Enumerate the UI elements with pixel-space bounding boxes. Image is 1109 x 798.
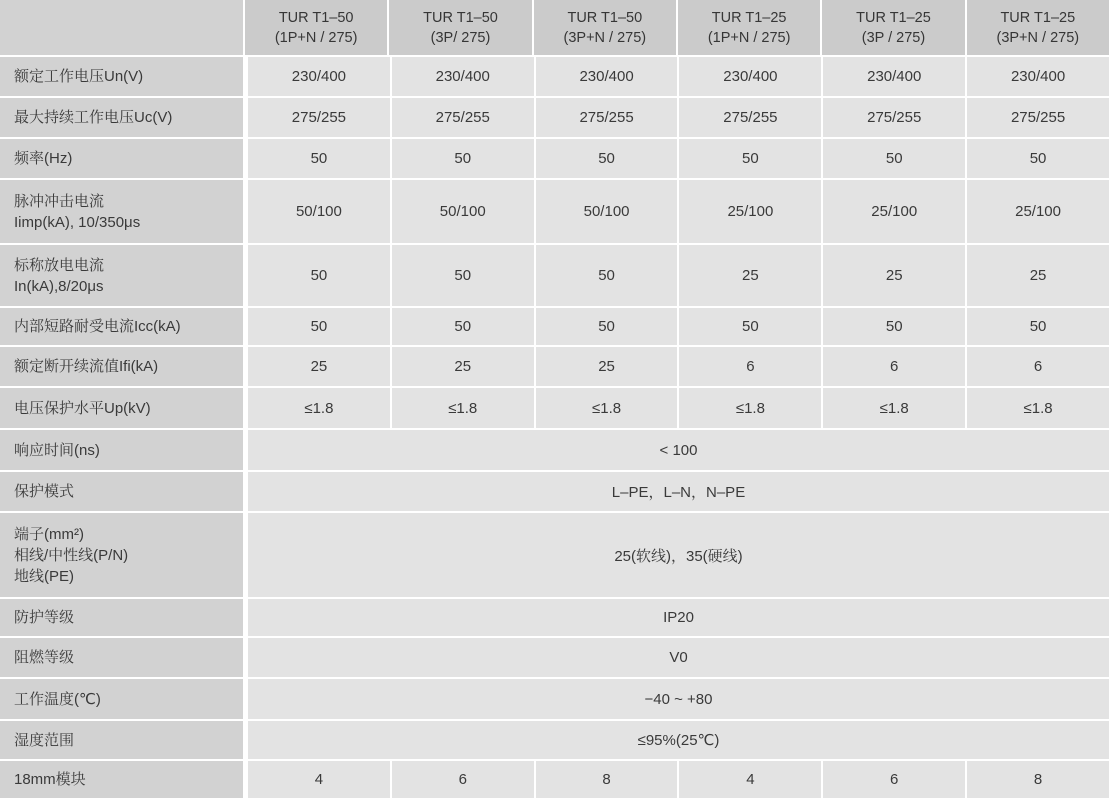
value-cell <box>392 139 534 178</box>
value-cell <box>536 347 678 386</box>
cell-value: 50 <box>454 267 472 284</box>
column-header-config: (1P+N / 275) <box>274 29 358 46</box>
row-label: 电压保护水平Up(kV) <box>14 399 151 417</box>
cell-value: ≤1.8 <box>735 399 765 417</box>
row-label-cell <box>0 679 243 719</box>
row-label: 内部短路耐受电流Icc(kA) <box>14 318 181 335</box>
cell-value: 50 <box>598 150 615 167</box>
column-header-model: TUR T1–50 <box>278 9 354 26</box>
table-row <box>0 721 1109 759</box>
value-cell <box>679 308 821 345</box>
value-cell <box>392 57 534 96</box>
value-cell <box>967 180 1109 243</box>
value-cell <box>536 180 678 243</box>
cell-value: 50 <box>310 318 328 335</box>
row-label-cell <box>0 599 243 636</box>
cell-value: 230/400 <box>579 68 634 85</box>
row-label: 频率(Hz) <box>14 150 73 167</box>
column-header <box>822 0 964 55</box>
table-row <box>0 347 1109 386</box>
span-value-cell <box>248 513 1109 597</box>
value-cell <box>679 57 821 96</box>
cell-value: 50/100 <box>439 203 486 220</box>
value-cell <box>536 57 678 96</box>
value-cell <box>679 761 821 798</box>
cell-value: ≤1.8 <box>304 399 334 417</box>
value-cell <box>248 347 390 386</box>
cell-value: 6 <box>746 358 755 375</box>
row-label-cell <box>0 347 243 386</box>
span-value-cell <box>248 679 1109 719</box>
table-row <box>0 139 1109 178</box>
cell-value: 25/100 <box>727 203 774 220</box>
table-row <box>0 98 1109 137</box>
cell-value: 50 <box>598 267 615 284</box>
cell-value: 275/255 <box>723 109 778 126</box>
cell-value: −40 ~ +80 <box>644 690 713 708</box>
cell-value: V0 <box>669 649 688 666</box>
cell-value: ≤95%(25℃) <box>637 732 720 749</box>
row-label: 18mm模块 <box>14 771 86 788</box>
cell-value: 25(软线)，35(硬线) <box>614 547 743 565</box>
value-cell <box>823 761 965 798</box>
column-header-model: TUR T1–50 <box>423 9 498 26</box>
cell-value: 230/400 <box>723 68 778 85</box>
table-row <box>0 761 1109 798</box>
cell-value: 50 <box>310 150 328 167</box>
value-cell <box>823 180 965 243</box>
cell-value: 25 <box>598 358 615 375</box>
row-label-cell <box>0 98 243 137</box>
value-cell <box>679 245 821 306</box>
row-label-line2: Iimp(kA), 10/350μs <box>14 213 141 231</box>
row-label-line2: In(kA),8/20μs <box>14 277 104 295</box>
table-row <box>0 388 1109 428</box>
cell-value: 25 <box>310 358 328 375</box>
cell-value: L–PE，L–N，N–PE <box>611 484 746 501</box>
row-label-cell <box>0 761 243 798</box>
row-label: 阻燃等级 <box>14 649 75 666</box>
value-cell <box>823 98 965 137</box>
cell-value: 50/100 <box>295 203 342 220</box>
row-label-cell <box>0 308 243 345</box>
value-cell <box>392 347 534 386</box>
column-header-model: TUR T1–25 <box>1000 9 1076 26</box>
value-cell <box>823 57 965 96</box>
cell-value: 8 <box>1033 771 1043 788</box>
value-cell <box>679 180 821 243</box>
value-cell <box>248 180 390 243</box>
value-cell <box>392 308 534 345</box>
column-header <box>967 0 1109 55</box>
value-cell <box>967 245 1109 306</box>
cell-value: 275/255 <box>291 109 347 126</box>
value-cell <box>536 245 678 306</box>
cell-value: 230/400 <box>435 68 490 85</box>
cell-value: 6 <box>890 771 899 788</box>
row-label-cell <box>0 430 243 470</box>
value-cell <box>536 139 678 178</box>
header-corner-cell <box>0 0 243 55</box>
value-cell <box>823 245 965 306</box>
cell-value: 6 <box>458 771 467 788</box>
cell-value: 25 <box>885 267 903 284</box>
span-value-cell <box>248 721 1109 759</box>
row-label-cell <box>0 388 243 428</box>
cell-value: ≤1.8 <box>1023 399 1053 417</box>
table-row <box>0 679 1109 719</box>
column-header <box>534 0 676 55</box>
value-cell <box>823 347 965 386</box>
table-row <box>0 513 1109 597</box>
value-cell <box>536 308 678 345</box>
cell-value: 50 <box>1029 318 1047 335</box>
span-value-cell <box>248 472 1109 511</box>
cell-value: 275/255 <box>1010 109 1066 126</box>
column-header-config: (3P / 275) <box>861 29 926 46</box>
value-cell <box>248 761 390 798</box>
cell-value: 230/400 <box>867 68 922 85</box>
value-cell <box>248 388 390 428</box>
cell-value: 230/400 <box>291 68 347 85</box>
cell-value: 50 <box>598 318 615 335</box>
cell-value: 50 <box>310 267 328 284</box>
cell-value: 25/100 <box>1015 203 1061 220</box>
cell-value: 25 <box>742 267 759 284</box>
row-label: 响应时间(ns) <box>14 441 100 459</box>
cell-value: ≤1.8 <box>879 399 909 417</box>
cell-value: 50 <box>454 150 472 167</box>
value-cell <box>392 98 534 137</box>
cell-value: < 100 <box>659 441 698 459</box>
column-header-config: (3P/ 275) <box>430 29 491 46</box>
table-row <box>0 245 1109 306</box>
cell-value: 6 <box>890 358 899 375</box>
cell-value: 6 <box>1033 358 1043 375</box>
column-header-model: TUR T1–50 <box>567 9 643 26</box>
column-header <box>245 0 387 55</box>
value-cell <box>248 98 390 137</box>
value-cell <box>967 308 1109 345</box>
value-cell <box>536 388 678 428</box>
row-label-cell <box>0 472 243 511</box>
cell-value: 50 <box>742 150 759 167</box>
cell-value: 4 <box>314 771 324 788</box>
cell-value: 25 <box>1029 267 1047 284</box>
span-value-cell <box>248 599 1109 636</box>
table-row <box>0 308 1109 345</box>
header-row <box>0 0 1109 55</box>
span-value-cell <box>248 430 1109 470</box>
table-row <box>0 472 1109 511</box>
table-row <box>0 57 1109 96</box>
row-label-cell <box>0 721 243 759</box>
cell-value: 50 <box>885 318 903 335</box>
value-cell <box>967 139 1109 178</box>
value-cell <box>392 761 534 798</box>
row-label: 保护模式 <box>14 483 75 500</box>
cell-value: 4 <box>746 771 755 788</box>
value-cell <box>967 57 1109 96</box>
value-cell <box>679 98 821 137</box>
value-cell <box>248 245 390 306</box>
column-header-config: (1P+N / 275) <box>707 29 791 46</box>
row-label-cell <box>0 57 243 96</box>
row-label: 端子(mm²) <box>14 525 84 543</box>
table-row <box>0 430 1109 470</box>
column-header-model: TUR T1–25 <box>711 9 787 26</box>
table-row <box>0 599 1109 636</box>
cell-value: 50/100 <box>583 203 630 220</box>
cell-value: 230/400 <box>1010 68 1066 85</box>
cell-value: 50 <box>742 318 759 335</box>
row-label: 工作温度(℃) <box>14 690 101 708</box>
value-cell <box>679 388 821 428</box>
cell-value: ≤1.8 <box>592 399 622 417</box>
table-row <box>0 638 1109 677</box>
column-header-config: (3P+N / 275) <box>563 29 647 46</box>
row-label: 湿度范围 <box>14 731 75 749</box>
value-cell <box>248 57 390 96</box>
value-cell <box>679 139 821 178</box>
row-label: 最大持续工作电压Uc(V) <box>14 109 173 126</box>
column-header <box>678 0 820 55</box>
row-label-line3: 地线(PE) <box>14 567 75 585</box>
cell-value: IP20 <box>663 609 694 626</box>
cell-value: 50 <box>885 150 903 167</box>
cell-value: 25 <box>454 358 472 375</box>
table-row <box>0 180 1109 243</box>
cell-value: 275/255 <box>867 109 922 126</box>
row-label: 脉冲冲击电流 <box>14 192 105 210</box>
value-cell <box>248 308 390 345</box>
value-cell <box>823 139 965 178</box>
value-cell <box>823 388 965 428</box>
row-label-line2: 相线/中性线(P/N) <box>14 546 129 564</box>
row-label-cell <box>0 180 243 243</box>
row-label-cell <box>0 245 243 306</box>
cell-value: 275/255 <box>579 109 634 126</box>
cell-value: 50 <box>1029 150 1047 167</box>
row-label: 防护等级 <box>14 609 75 626</box>
value-cell <box>536 98 678 137</box>
cell-value: 50 <box>454 318 472 335</box>
value-cell <box>679 347 821 386</box>
value-cell <box>536 761 678 798</box>
column-header-config: (3P+N / 275) <box>996 29 1080 46</box>
cell-value: ≤1.8 <box>448 399 478 417</box>
value-cell <box>967 388 1109 428</box>
row-label-cell <box>0 638 243 677</box>
value-cell <box>392 180 534 243</box>
value-cell <box>823 308 965 345</box>
value-cell <box>967 761 1109 798</box>
value-cell <box>967 98 1109 137</box>
value-cell <box>967 347 1109 386</box>
cell-value: 25/100 <box>871 203 918 220</box>
row-label: 额定断开续流值Ifi(kA) <box>14 358 159 375</box>
column-header-model: TUR T1–25 <box>856 9 931 26</box>
row-label-cell <box>0 139 243 178</box>
column-header <box>389 0 531 55</box>
value-cell <box>392 388 534 428</box>
value-cell <box>248 139 390 178</box>
cell-value: 275/255 <box>435 109 490 126</box>
span-value-cell <box>248 638 1109 677</box>
cell-value: 8 <box>602 771 611 788</box>
row-label-cell <box>0 513 243 597</box>
value-cell <box>392 245 534 306</box>
row-label: 额定工作电压Un(V) <box>14 68 144 85</box>
row-label: 标称放电电流 <box>14 256 105 274</box>
